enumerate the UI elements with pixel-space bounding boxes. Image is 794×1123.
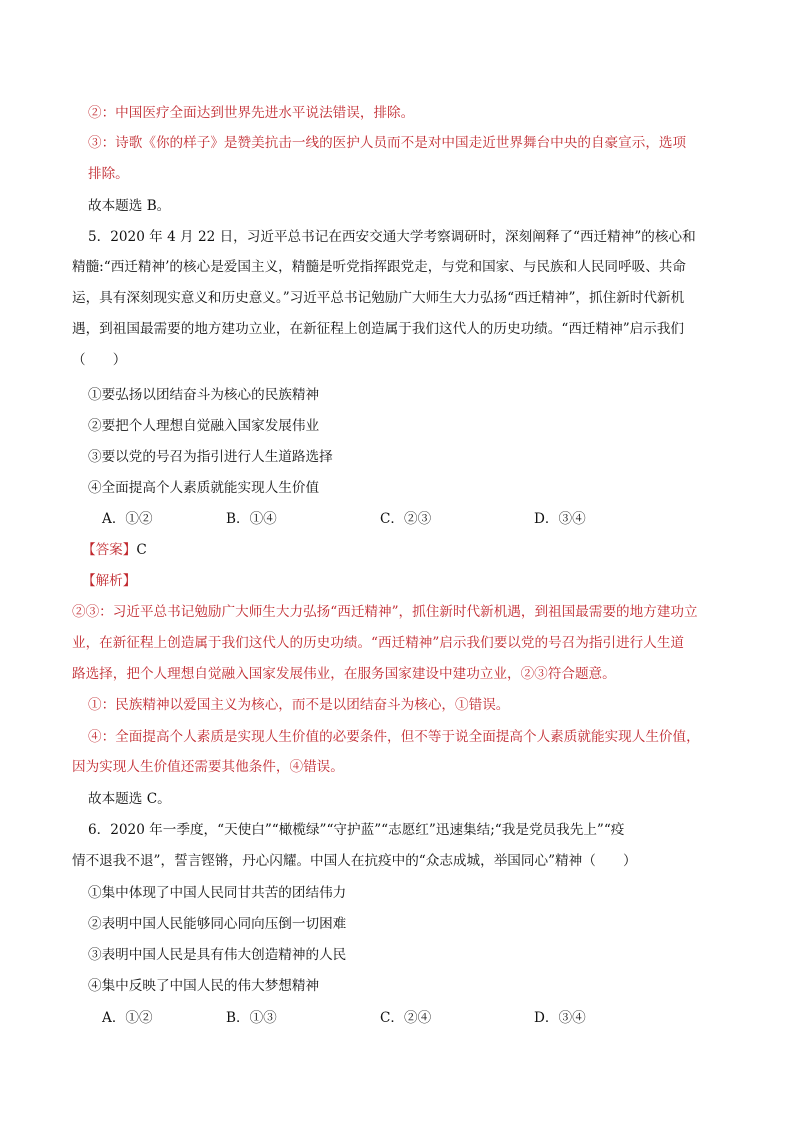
q5-item: ②要把个人理想自觉融入国家发展伟业: [88, 418, 320, 434]
q6-options: [88, 1008, 718, 1028]
q4-conclusion: 故本题选 B。: [88, 198, 171, 214]
q5-analysis-line: 因为实现人生价值还需要其他条件，④错误。: [72, 759, 344, 775]
q5-options: [88, 509, 718, 529]
q6-option-a: A．①②: [102, 1010, 153, 1026]
analysis-line-3b: 排除。: [88, 166, 129, 182]
q6-item: ①集中体现了中国人民同甘共苦的团结伟力: [88, 885, 347, 901]
q6-option-b: B．①③: [226, 1010, 277, 1026]
q5-item: ③要以党的号召为指引进行人生道路选择: [88, 449, 333, 465]
q5-stem-line: 遇，到祖国最需要的地方建功立业，在新征程上创造属于我们这代人的历史功绩。“西迁精神”启示我们: [72, 321, 685, 337]
analysis-line-3a: ③：诗歌《你的样子》是赞美抗击一线的医护人员而不是对中国走近世界舞台中央的自豪宣示，选项: [88, 135, 687, 151]
q5-stem-line: 运，具有深刻现实意义和历史意义。”习近平总书记勉励广大师生大力弘扬“西迁精神”，抓住新时代新机: [72, 290, 685, 306]
q5-option-d: D．③④: [534, 511, 586, 527]
analysis-line-2: ②：中国医疗全面达到世界先进水平说法错误，排除。: [88, 105, 415, 121]
q5-stem-line: 5．2020 年 4 月 22 日，习近平总书记在西安交通大学考察调研时，深刻阐释了“西迁精神”的核心和: [88, 229, 696, 245]
q5-answer-line: [82, 540, 147, 560]
q5-stem-line: 精髓:“西迁精神’的核心是爱国主义，精髓是听党指挥跟党走，与党和国家、与民族和人民同呼吸、共命: [72, 259, 686, 275]
q5-option-c: C．②③: [380, 511, 432, 527]
q5-analysis-line: ②③：习近平总书记勉励广大师生大力弘扬“西迁精神”，抓住新时代新机遇，到祖国最需要的地方建功立: [72, 604, 698, 620]
q6-option-d: D．③④: [534, 1010, 586, 1026]
q5-conclusion: 故本题选 C。: [88, 791, 171, 807]
q6-item: ②表明中国人民能够同心同向压倒一切困难: [88, 916, 347, 932]
q6-stem-line: 情不退我不退”，誓言铿锵，丹心闪耀。中国人在抗疫中的“众志成城，举国同心”精神（ ）: [72, 853, 637, 869]
answer-value: C: [136, 542, 147, 558]
q5-option-a: A．①②: [102, 511, 153, 527]
q6-item: ④集中反映了中国人民的伟大梦想精神: [88, 978, 320, 994]
q5-item: ④全面提高个人素质就能实现人生价值: [88, 480, 320, 496]
answer-label: 【答案】: [82, 542, 137, 558]
q5-analysis-line: ①：民族精神以爱国主义为核心，而不是以团结奋斗为核心，①错误。: [88, 697, 510, 713]
q5-analysis-line: ④：全面提高个人素质是实现人生价值的必要条件，但不等于说全面提高个人素质就能实现人生价值，: [88, 729, 700, 745]
q6-item: ③表明中国人民是具有伟大创造精神的人民: [88, 947, 347, 963]
q5-option-b: B．①④: [226, 511, 277, 527]
q5-analysis-line: 业，在新征程上创造属于我们这代人的历史功绩。“西迁精神”启示我们要以党的号召为指引进行人生道: [72, 635, 685, 651]
q6-stem-line: 6．2020 年一季度，“天使白”“橄榄绿”“守护蓝”“志愿红”迅速集结;“我是党员我先上”“疫: [88, 822, 625, 838]
q6-option-c: C．②④: [380, 1010, 432, 1026]
q5-stem-line: （ ）: [72, 352, 127, 368]
analysis-label: 【解析】: [82, 573, 137, 589]
q5-item: ①要弘扬以团结奋斗为核心的民族精神: [88, 387, 320, 403]
q5-analysis-line: 路选择，把个人理想自觉融入国家发展伟业，在服务国家建设中建功立业，②③符合题意。: [72, 666, 616, 682]
